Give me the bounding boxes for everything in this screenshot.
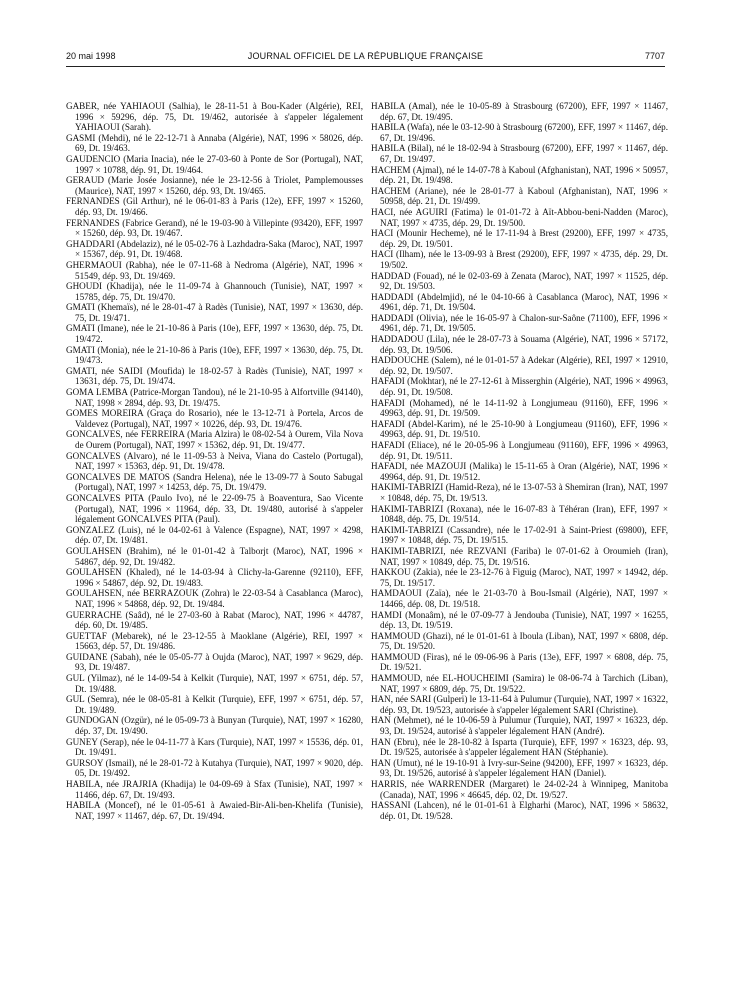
entry: GMATI (Imane), née le 21-10-86 à Paris (10e), EFF, 1997 × 13630, dép. 75, Dt. 19/472. bbox=[66, 323, 363, 345]
entry: HAMMOUD (Ghazi), né le 01-01-61 à Iboula (Liban), NAT, 1997 × 6808, dép. 75, Dt. 19/520. bbox=[371, 630, 668, 652]
entry: HACI (Mounir Hecheme), né le 17-11-94 à Brest (29200), EFF, 1997 × 4735, dép. 29, Dt. 19/501. bbox=[371, 228, 668, 249]
entry: HAKIMI-TABRIZI (Cassandre), née le 17-02-91 à Saint-Priest (69800), EFF, 1997 × 10848, dép. 75, Dt. 19/515. bbox=[371, 524, 668, 546]
right-column bbox=[371, 101, 668, 821]
entry: GUL (Semra), née le 08-05-81 à Kelkit (Turquie), EFF, 1997 × 6751, dép. 57, Dt. 19/489. bbox=[66, 694, 363, 715]
entry: HASSANI (Lahcen), né le 01-01-61 à Elgharhi (Maroc), NAT, 1996 × 58632, dép. 01, Dt. 19/528. bbox=[371, 800, 668, 821]
entry: GURSOY (Ismail), né le 28-01-72 à Kutahya (Turquie), NAT, 1997 × 9020, dép. 05, Dt. 19/492. bbox=[66, 757, 363, 779]
entry: HAKKOU (Zakia), née le 23-12-76 à Figuig (Maroc), NAT, 1997 × 14942, dép. 75, Dt. 19/517. bbox=[371, 567, 668, 588]
entry: GABER, née YAHIAOUI (Salhia), le 28-11-51 à Bou-Kader (Algérie), REI, 1996 × 59296, dép. 75, Dt. 19/462, autorisée à s'appeler légalement YAHIAOUI (Sarah). bbox=[66, 101, 363, 133]
entry: GONCALVES, née FERREIRA (Maria Alzira) le 08-02-54 à Ourem, Vila Nova de Ourem (Portugal), NAT, 1997 × 15362, dép. 91, Dt. 19/477. bbox=[66, 429, 363, 450]
entry: HAN (Umut), né le 19-10-91 à Ivry-sur-Seine (94200), EFF, 1997 × 16323, dép. 93, Dt. 19/526, autorisé à s'appeler légalement HAN (Daniel). bbox=[371, 757, 668, 779]
entry: HAMDI (Monaâm), né le 07-09-77 à Jendouba (Tunisie), NAT, 1997 × 16255, dép. 13, Dt. 19/519. bbox=[371, 609, 668, 631]
left-column bbox=[66, 101, 363, 821]
entry: HABILA (Wafa), née le 03-12-90 à Strasbourg (67200), EFF, 1997 × 11467, dép. 67, Dt. 19/496. bbox=[371, 122, 668, 143]
entry: HADDAD (Fouad), né le 02-03-69 à Zenata (Maroc), NAT, 1997 × 11525, dép. 92, Dt. 19/503. bbox=[371, 270, 668, 292]
entry: GAUDENCIO (Maria Inacia), née le 27-03-60 à Ponte de Sor (Portugal), NAT, 1997 × 10788, dép. 91, Dt. 19/464. bbox=[66, 153, 363, 175]
entry: HABILA (Bilal), né le 18-02-94 à Strasbourg (67200), EFF, 1997 × 11467, dép. 67, Dt. 19/497. bbox=[371, 143, 668, 164]
entry: HAFADI (Mohamed), né le 14-11-92 à Longjumeau (91160), EFF, 1996 × 49963, dép. 91, Dt. 19/509. bbox=[371, 397, 668, 419]
entry: HACI (Ilham), née le 13-09-93 à Brest (29200), EFF, 1997 × 4735, dép. 29, Dt. 19/502. bbox=[371, 249, 668, 270]
entry: HAFADI (Mokhtar), né le 27-12-61 à Misserghin (Algérie), NAT, 1996 × 49963, dép. 91, Dt. 19/508. bbox=[371, 376, 668, 398]
header-page-number: 7707 bbox=[644, 51, 665, 61]
entry: HARRIS, née WARRENDER (Margaret) le 24-02-24 à Winnipeg, Manitoba (Canada), NAT, 1996 × 46645, dép. 02, Dt. 19/527. bbox=[371, 779, 668, 800]
entry: GOMA LEMBA (Patrice-Morgan Tandou), né le 21-10-95 à Alfortville (94140), NAT, 1998 × 2894, dép. 93, Dt. 19/475. bbox=[66, 387, 363, 408]
entry: HADDADI (Olivia), née le 16-05-97 à Chalon-sur-Saône (71100), EFF, 1996 × 4961, dép. 71, Dt. 19/505. bbox=[371, 312, 668, 334]
entry: HAKIMI-TABRIZI, née REZVANI (Fariba) le 07-01-62 à Oroumieh (Iran), NAT, 1997 × 10849, dép. 75, Dt. 19/516. bbox=[371, 545, 668, 567]
entry: GONCALVES DE MATOS (Sandra Helena), née le 13-09-77 à Souto Sabugal (Portugal), NAT, 1997 × 14253, dép. 75, Dt. 19/479. bbox=[66, 471, 363, 493]
entry: GOULAHSEN (Brahim), né le 01-01-42 à Talborjt (Maroc), NAT, 1996 × 54867, dép. 92, Dt. 19/482. bbox=[66, 545, 363, 567]
entry: GERAUD (Marie Josée Josianne), née le 23-12-56 à Triolet, Pamplemousses (Maurice), NAT, 1997 × 15260, dép. 93, Dt. 19/465. bbox=[66, 175, 363, 196]
entry: GONCALVES (Alvaro), né le 11-09-53 à Neiva, Viana do Castelo (Portugal), NAT, 1997 × 15363, dép. 91, Dt. 19/478. bbox=[66, 450, 363, 472]
entry: HAMMOUD, née EL-HOUCHEIMI (Samira) le 08-06-74 à Tarchich (Liban), NAT, 1997 × 6809, dép. 75, Dt. 19/522. bbox=[371, 673, 668, 694]
entry: HAMMOUD (Firas), né le 09-06-96 à Paris (13e), EFF, 1997 × 6808, dép. 75, Dt. 19/521. bbox=[371, 651, 668, 673]
entry: GUETTAF (Mebarek), né le 23-12-55 à Maoklane (Algérie), REI, 1997 × 15663, dép. 57, Dt. 19/486. bbox=[66, 630, 363, 652]
page-header bbox=[66, 51, 665, 67]
entry: GUNEY (Serap), née le 04-11-77 à Kars (Turquie), NAT, 1997 × 15536, dép. 01, Dt. 19/491. bbox=[66, 736, 363, 758]
entry: GUL (Yilmaz), né le 14-09-54 à Kelkit (Turquie), NAT, 1997 × 6751, dép. 57, Dt. 19/488. bbox=[66, 673, 363, 694]
entry: GONZALEZ (Luis), né le 04-02-61 à Valence (Espagne), NAT, 1997 × 4298, dép. 07, Dt. 19/481. bbox=[66, 524, 363, 546]
entry: HAKIMI-TABRIZI (Hamid-Reza), né le 13-07-53 à Shemiran (Iran), NAT, 1997 × 10848, dép. 75, Dt. 19/513. bbox=[371, 482, 668, 503]
entry: GMATI (Monia), née le 21-10-86 à Paris (10e), EFF, 1997 × 13630, dép. 75, Dt. 19/473. bbox=[66, 344, 363, 366]
header-rule bbox=[66, 66, 665, 67]
entry: HABILA (Moncef), né le 01-05-61 à Awaied-Bir-Ali-ben-Khelifa (Tunisie), NAT, 1997 × 11467, dép. 67, Dt. 19/494. bbox=[66, 800, 363, 821]
entry: FERNANDES (Fabrice Gerand), né le 19-03-90 à Villepinte (93420), EFF, 1997 × 15260, dép. 93, Dt. 19/467. bbox=[66, 217, 363, 239]
entry: HAMDAOUI (Zaïa), née le 21-03-70 à Bou-Ismail (Algérie), NAT, 1997 × 14466, dép. 08, Dt. 19/518. bbox=[371, 588, 668, 609]
header-title: JOURNAL OFFICIEL DE LA RÉPUBLIQUE FRANÇAISE bbox=[247, 51, 484, 61]
entry: HABILA, née JRAJRIA (Khadija) le 04-09-69 à Sfax (Tunisie), NAT, 1997 × 11466, dép. 67, Dt. 19/493. bbox=[66, 779, 363, 800]
entry: HACHEM (Ajmal), né le 14-07-78 à Kaboul (Afghanistan), NAT, 1996 × 50957, dép. 21, Dt. 19/498. bbox=[371, 164, 668, 186]
entry: HADDADI (Abdelmjid), né le 04-10-66 à Casablanca (Maroc), NAT, 1996 × 4961, dép. 71, Dt. 19/504. bbox=[371, 291, 668, 313]
entry: HADDADOU (Lila), née le 28-07-73 à Souama (Algérie), NAT, 1996 × 57172, dép. 93, Dt. 19/506. bbox=[371, 334, 668, 355]
entry: HAFADI (Abdel-Karim), né le 25-10-90 à Longjumeau (91160), EFF, 1996 × 49963, dép. 91, Dt. 19/510. bbox=[371, 418, 668, 440]
entry: GASMI (Mehdi), né le 22-12-71 à Annaba (Algérie), NAT, 1996 × 58026, dép. 69, Dt. 19/463. bbox=[66, 132, 363, 154]
entry: HAN, née SARI (Gulperi) le 13-11-64 à Pulumur (Turquie), NAT, 1997 × 16322, dép. 93, Dt. 19/523, autorisée à s'appeler légalement SARI (Christine). bbox=[371, 694, 668, 715]
entry: HAFADI, née MAZOUJI (Malika) le 15-11-65 à Oran (Algérie), NAT, 1996 × 49964, dép. 91, Dt. 19/512. bbox=[371, 461, 668, 482]
entry: HAFADI (Eliace), né le 20-05-96 à Longjumeau (91160), EFF, 1996 × 49963, dép. 91, Dt. 19/511. bbox=[371, 440, 668, 461]
entry: GMATI, née SAIDI (Moufida) le 18-02-57 à Radès (Tunisie), NAT, 1997 × 13631, dép. 75, Dt. 19/474. bbox=[66, 365, 363, 387]
entry: GUIDANE (Sabah), née le 05-05-77 à Oujda (Maroc), NAT, 1997 × 9629, dép. 93, Dt. 19/487. bbox=[66, 651, 363, 673]
entry: HAN (Mehmet), né le 10-06-59 à Pulumur (Turquie), NAT, 1997 × 16323, dép. 93, Dt. 19/524, autorisé à s'appeler légalement HAN (André). bbox=[371, 715, 668, 737]
entry: GHOUDI (Khadija), née le 11-09-74 à Ghannouch (Tunisie), NAT, 1997 × 15785, dép. 75, Dt. 19/470. bbox=[66, 281, 363, 302]
entry: FERNANDES (Gil Arthur), né le 06-01-83 à Paris (12e), EFF, 1997 × 15260, dép. 93, Dt. 19/466. bbox=[66, 196, 363, 217]
entry: HACHEM (Ariane), née le 28-01-77 à Kaboul (Afghanistan), NAT, 1996 × 50958, dép. 21, Dt. 19/499. bbox=[371, 185, 668, 207]
entry: GUERRACHE (Saâd), né le 27-03-60 à Rabat (Maroc), NAT, 1996 × 44787, dép. 60, Dt. 19/485. bbox=[66, 609, 363, 631]
header-date: 20 mai 1998 bbox=[66, 51, 116, 61]
entry: GOULAHSEN, née BERRAZOUK (Zohra) le 22-03-54 à Casablanca (Maroc), NAT, 1996 × 54868, dép. 92, Dt. 19/484. bbox=[66, 588, 363, 609]
entry: GOMES MOREIRA (Graça do Rosario), née le 13-12-71 à Portela, Arcos de Valdevez (Portugal), NAT, 1997 × 10226, dép. 93, Dt. 19/476. bbox=[66, 408, 363, 429]
entry: HADDOUCHE (Salem), né le 01-01-57 à Adekar (Algérie), REI, 1997 × 12910, dép. 92, Dt. 19/507. bbox=[371, 355, 668, 376]
entry: GUNDOGAN (Ozgür), né le 05-09-73 à Bunyan (Turquie), NAT, 1997 × 16280, dép. 37, Dt. 19/490. bbox=[66, 715, 363, 737]
entry: GHADDARI (Abdelaziz), né le 05-02-76 à Lazhdadra-Saka (Maroc), NAT, 1997 × 15367, dép. 91, Dt. 19/468. bbox=[66, 238, 363, 260]
entry: GOULAHSEN (Khaled), né le 14-03-94 à Clichy-la-Garenne (92110), EFF, 1996 × 54867, dép. 92, Dt. 19/483. bbox=[66, 567, 363, 588]
entry: GHERMAOUI (Rabha), née le 07-11-68 à Nedroma (Algérie), NAT, 1996 × 51549, dép. 93, Dt. 19/469. bbox=[66, 259, 363, 281]
entry: GMATI (Khemaïs), né le 28-01-47 à Radès (Tunisie), NAT, 1997 × 13630, dép. 75, Dt. 19/471. bbox=[66, 302, 363, 323]
entry: HAN (Ebru), née le 28-10-82 à Isparta (Turquie), EFF, 1997 × 16323, dép. 93, Dt. 19/525, autorisée à s'appeler légalement HAN (Stéphanie). bbox=[371, 736, 668, 758]
entry: HAKIMI-TABRIZI (Roxana), née le 16-07-83 à Téhéran (Iran), EFF, 1997 × 10848, dép. 75, Dt. 19/514. bbox=[371, 503, 668, 525]
entry: GONCALVES PITA (Paulo Ivo), né le 22-09-75 à Boaventura, Sao Vicente (Portugal), NAT, 1996 × 11964, dép. 33, Dt. 19/480, autorisé à s'appeler légalement GONCALVES PITA (Paul). bbox=[66, 492, 363, 525]
entry: HABILA (Amal), née le 10-05-89 à Strasbourg (67200), EFF, 1997 × 11467, dép. 67, Dt. 19/495. bbox=[371, 101, 668, 122]
entry: HACI, née AGUIRI (Fatima) le 01-01-72 à Aït-Abbou-beni-Nadden (Maroc), NAT, 1997 × 4735, dép. 29, Dt. 19/500. bbox=[371, 206, 668, 228]
